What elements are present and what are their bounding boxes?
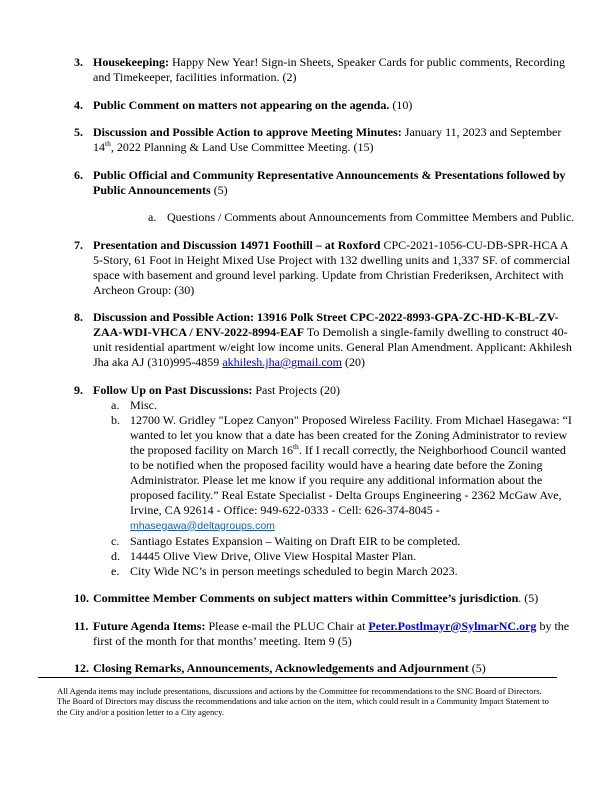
item-body [93,619,577,649]
email-link[interactable]: Peter.Postlmayr@SylmarNC.org [368,618,537,633]
text-run: 14445 Olive View Drive, Olive View Hospital Master Plan. [130,548,417,563]
agenda-item-11 [74,619,577,649]
sub-item-letter: a. [111,397,120,412]
item-number: 10. [74,591,89,605]
text-run: . If I recall correctly, the Neighborhood Council wanted to be notified when the proposed facility would have a hearing date before the Zoning Administrator. Please let me know if you require any additional information about the proposed facility.” Real Estate Specialist - Delta Groups Engineering - 2362 McGaw Ave, Irvine, CA 92614 - Office: 949-622-0333 - Cell: 626-374-8045 - [130,442,566,517]
agenda-item-4 [74,98,577,113]
text-run: 12700 W. Gridley "Lopez Canyon" Proposed Wireless Facility. From Michael Hasegawa: “I wanted to let you know that a date has been created for the Zoning Administrator to review the proposed facility on March 16 [130,412,572,457]
agenda-list [74,55,577,689]
footnote-separator-rule [38,677,557,678]
sub-item-letter: c. [111,533,120,548]
sub-item-letter: e. [111,563,120,578]
email-link[interactable]: akhilesh.jha@gmail.com [222,355,343,369]
text-run: . (5) [518,591,539,605]
text-run: Public Comment on matters not appearing on the agenda. [93,97,390,112]
sub-item-text [167,210,577,225]
sub-item-letter: a. [148,210,157,224]
agenda-item-9 [74,383,577,579]
text-run: Future Agenda Items: [93,618,206,633]
text-run: , 2022 Planning & Land Use Committee Meeting. (15) [110,140,374,154]
item-body [93,168,577,226]
sub-item-text [130,398,577,413]
agenda-item-6 [74,168,577,226]
item-number: 8. [74,310,83,324]
item-text [93,168,577,198]
item-number: 7. [74,237,83,252]
sub-items [93,210,577,225]
superscript-text: th [105,139,111,148]
text-run: Please e-mail the PLUC Chair at [205,618,369,633]
item-text [93,661,577,676]
item-text [93,125,577,155]
text-run: Closing Remarks, Announcements, Acknowledgements and Adjournment [93,661,469,675]
text-run: Santiago Estates Expansion – Waiting on Draft EIR to be completed. [130,533,461,548]
item-number: 12. [74,661,89,675]
item-number: 9. [74,382,83,397]
text-run: (20) [342,355,366,369]
text-run: Housekeeping: [93,55,170,69]
sub-item-c [111,534,577,549]
text-run: Discussion and Possible Action: 13916 Polk Street CPC-2022-8993-GPA-ZC-HD-K-BL-ZV-ZAA-WDI-VHCA / ENV-2022-8994-EAF [93,310,559,339]
item-body [93,310,577,370]
agenda-item-10 [74,591,577,606]
text-run: (5) [468,661,486,675]
sub-item-e [111,564,577,579]
item-number: 11. [74,618,89,633]
sub-item-letter: d. [111,548,120,563]
text-run: CPC-2021-1056-CU-DB-SPR-HCA A 5-Story, 61 Foot in Height Mixed Use Project with 132 dwelling units and 1,337 SF. of commercial space with basement and ground level parking. Update from Christian Frederiksen, Architect with Archeon Group: (30) [93,237,571,297]
sub-item-a [111,398,577,413]
superscript-text: th [292,441,299,451]
agenda-item-12 [74,661,577,676]
item-text [93,310,577,370]
text-run: Public Official and Community Representative Announcements & Presentations followed by Public Announcements [93,167,566,197]
item-body [93,98,577,113]
text-run: Questions / Comments about Announcements from Committee Members and Public. [167,210,575,224]
item-text [93,238,577,298]
item-text [93,98,577,113]
sub-item-b [111,413,577,534]
agenda-item-3 [74,55,577,85]
item-body [93,55,577,85]
item-text [93,55,577,85]
text-run: Past Projects (20) [252,382,341,397]
text-run: by the first of the month for that months’ meeting. Item 9 (5) [93,618,570,648]
text-run: Follow Up on Past Discussions: [93,382,253,397]
sub-item-text [130,564,577,579]
item-number: 6. [74,167,83,182]
sub-item-text [130,549,577,564]
text-run: Happy New Year! Sign-in Sheets, Speaker Cards for public comments, Recording and Timekeeper, facilities information. (2) [93,55,565,84]
item-body [93,591,577,606]
text-run: (5) [210,182,228,197]
text-run: January 11, 2023 and September 14 [93,125,562,154]
text-run: Misc. [130,397,157,412]
item-number: 5. [74,125,83,139]
agenda-item-8 [74,310,577,370]
text-run: Committee Member Comments on subject matters within Committee’s jurisdiction [93,591,519,605]
item-body [93,238,577,298]
sub-item-text [130,534,577,549]
sub-item-a [148,210,577,225]
item-number: 3. [74,55,83,69]
item-text [93,591,577,606]
item-text [93,619,577,649]
text-run: (10) [389,97,413,112]
agenda-item-5 [74,125,577,155]
text-run: Presentation and Discussion 14971 Foothill – at Roxford [93,237,381,252]
text-run: City Wide NC’s in person meetings scheduled to begin March 2023. [130,563,458,578]
item-text [93,383,577,398]
item-body [93,125,577,155]
text-run: To Demolish a single-family dwelling to construct 40-unit residential apartment w/eight low income units. General Plan Amendment. Applicant: Akhilesh Jha aka AJ (310)995-4859 [93,325,572,369]
item-number: 4. [74,97,83,112]
item-body [93,661,577,676]
sub-items [93,398,577,579]
sub-item-text [130,413,577,534]
sub-item-d [111,549,577,564]
email-link[interactable]: mhasegawa@deltagroups.com [130,519,275,532]
sub-item-letter: b. [111,412,120,427]
agenda-item-7 [74,238,577,298]
item-body [93,383,577,579]
text-run: Discussion and Possible Action to approve Meeting Minutes: [93,125,402,139]
agenda-footnote: All Agenda items may include presentations, discussions and actions by the Committee for recommendations to the SNC Board of Directors. The Board of Directors may discuss the recommendations and take action on the item, which could result in a Community Impact Statement to the City and/or a position letter to a City agency. [57,686,549,717]
